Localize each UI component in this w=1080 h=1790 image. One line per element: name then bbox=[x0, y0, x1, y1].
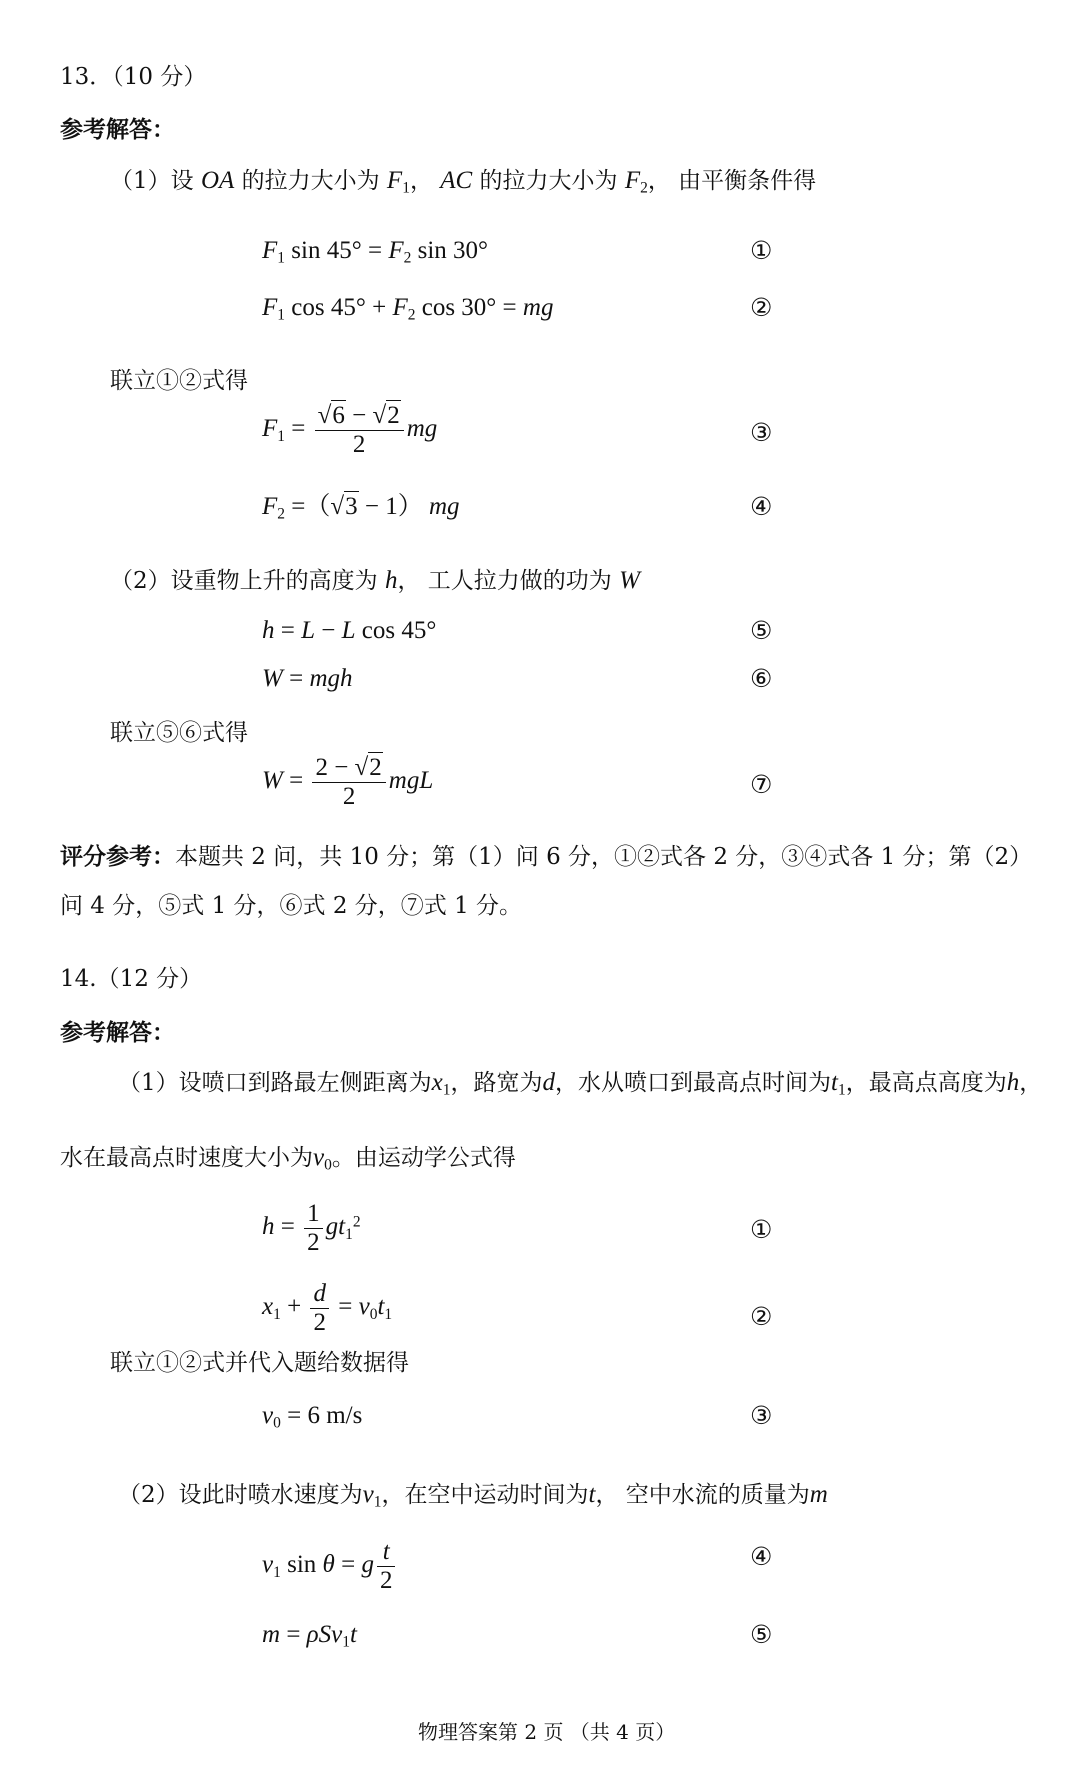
q14-marker-4: ④ bbox=[750, 1542, 773, 1571]
q14-equation-3: $v_0 = 6$ m/s bbox=[262, 1402, 363, 1432]
q13-equation-3: $F_1$ = $\frac{√6 - √2}{2}$ mg bbox=[262, 402, 438, 458]
q14-reference-label: 参考解答： bbox=[60, 1019, 175, 1046]
q13-combine-1-2: 联立①②式得 bbox=[110, 368, 248, 394]
q13-combine-5-6: 联立⑤⑥式得 bbox=[110, 720, 248, 746]
q14-equation-2: $x_1$ + $\frac{d}{2}$ = $v_0t_1$ bbox=[262, 1280, 393, 1336]
q14-part1-line1: （1）设喷口到路最左侧距离为$x_1$，路宽为d，水从喷口到最高点时间为$t_1$，最高点高度为h， bbox=[118, 1069, 1043, 1099]
page-footer: 物理答案第 2 页 （共 4 页） bbox=[418, 1720, 676, 1744]
q13-part1-intro: （1）设 OA 的拉力大小为 $F_1$， AC 的拉力大小为 $F_2$， 由平衡条件得 bbox=[110, 167, 817, 197]
q13-equation-6: W = mgh bbox=[262, 665, 353, 692]
q14-part1-line2: 水在最高点时速度大小为$v_0$。由运动学公式得 bbox=[60, 1144, 516, 1174]
q13-equation-1: $F_1$ $\sin 45^\circ = F_2$ sin 30° bbox=[262, 237, 489, 267]
q13-scoring-line-2: 问 4 分，⑤式 1 分，⑥式 2 分，⑦式 1 分。 bbox=[60, 893, 523, 919]
q13-equation-4: $F_2 =(√3 - 1)$ mg bbox=[262, 493, 460, 523]
q14-combine-1-2: 联立①②式并代入题给数据得 bbox=[110, 1350, 409, 1376]
q13-marker-4: ④ bbox=[750, 492, 773, 521]
q13-marker-7: ⑦ bbox=[750, 770, 773, 799]
q14-equation-1: h = $\frac{1}{2}$ $gt_1^2$ bbox=[262, 1200, 361, 1256]
q13-equation-7: W = $\frac{2 - √2}{2}$ mgL bbox=[262, 754, 434, 810]
q13-marker-1: ① bbox=[750, 236, 773, 265]
q13-marker-2: ② bbox=[750, 293, 773, 322]
q13-reference-label: 参考解答： bbox=[60, 116, 175, 143]
q14-part2-intro: （2）设此时喷水速度为$v_1$，在空中运动时间为t， 空中水流的质量为m bbox=[118, 1481, 828, 1511]
q14-marker-3: ③ bbox=[750, 1401, 773, 1430]
q14-equation-5: m = ρSv$_1$t bbox=[262, 1621, 357, 1651]
q14-equation-4: $v_1$ sin θ = g $\frac{t}{2}$ bbox=[262, 1538, 398, 1595]
q13-equation-2: $F_1$ $\cos 45^\circ + F_2$ cos 30° = mg bbox=[262, 294, 554, 324]
q14-marker-1: ① bbox=[750, 1215, 773, 1244]
q13-scoring-line-1: 评分参考：本题共 2 问，共 10 分；第（1）问 6 分，①②式各 2 分，③④式各 1 分；第（2） bbox=[60, 843, 1033, 870]
q13-marker-3: ③ bbox=[750, 418, 773, 447]
q13-marker-6: ⑥ bbox=[750, 664, 773, 693]
q13-part2-intro: （2）设重物上升的高度为 h， 工人拉力做的功为 W bbox=[110, 567, 640, 594]
q13-marker-5: ⑤ bbox=[750, 616, 773, 645]
q14-marker-5: ⑤ bbox=[750, 1620, 773, 1649]
q13-equation-5: h = L − L cos 45° bbox=[262, 617, 437, 644]
q13-heading: 13．（10 分） bbox=[60, 64, 207, 90]
q14-marker-2: ② bbox=[750, 1302, 773, 1331]
q14-heading: 14.（12 分） bbox=[60, 966, 203, 992]
